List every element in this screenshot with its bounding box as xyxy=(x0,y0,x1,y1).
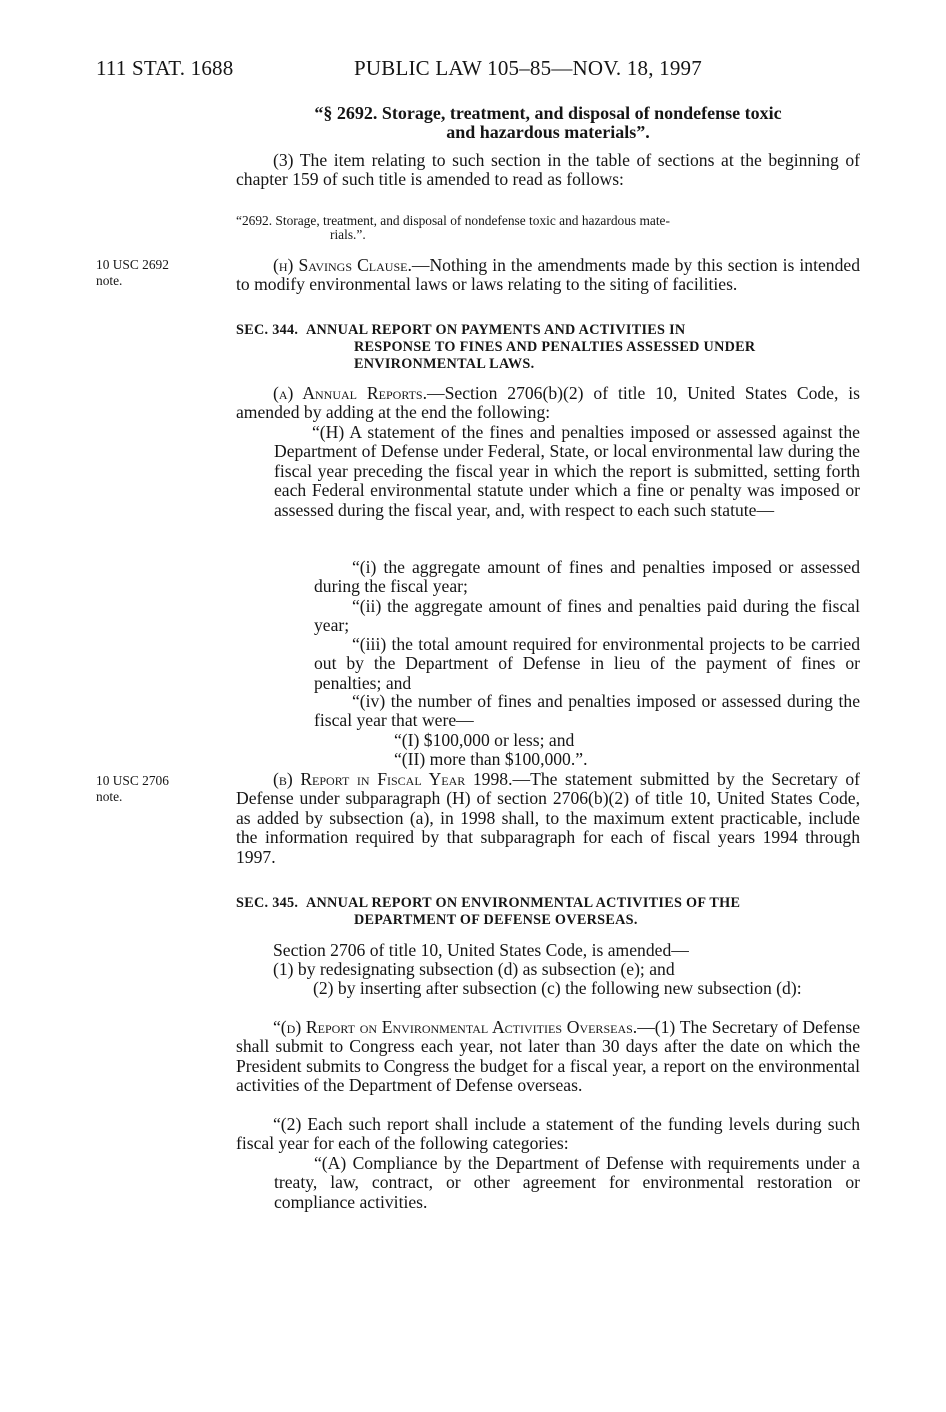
sec-344-subsection-b xyxy=(236,770,860,867)
margin-note-1-line2: note. xyxy=(96,273,123,288)
sec-345-heading xyxy=(236,895,860,929)
subsection-d-subparagraph-A: “(A) Compliance by the Department of Defense with requirements under a treaty, law, contract, or other agreement for environmental restoration or compliance activities. xyxy=(274,1153,860,1212)
subsection-d-label: “(d) Report on Environmental Activities Overseas. xyxy=(273,1017,638,1037)
sec-345-paragraph-2: (2) by inserting after subsection (c) the following new subsection (d): xyxy=(313,978,802,998)
savings-clause xyxy=(236,256,860,295)
section-2692-heading xyxy=(236,104,860,142)
sec-345-title-line2: DEPARTMENT OF DEFENSE OVERSEAS. xyxy=(354,912,638,928)
savings-clause-label: (h) Savings Clause. xyxy=(273,255,412,275)
subclause-II: “(II) more than $100,000.”. xyxy=(394,749,588,769)
sec-344-title-line2: RESPONSE TO FINES AND PENALTIES ASSESSED UNDER xyxy=(354,339,756,355)
sec-345-title-line1: ANNUAL REPORT ON ENVIRONMENTAL ACTIVITIES OF THE xyxy=(305,895,741,911)
margin-note-usc-2706 xyxy=(96,773,206,805)
sec-345-intro: Section 2706 of title 10, United States Code, is amended— xyxy=(273,940,689,960)
subsection-a-label: (a) Annual Reports. xyxy=(273,383,428,403)
clause-iv: “(iv) the number of fines and penalties imposed or assessed during the fiscal year that were— xyxy=(314,691,860,731)
sec-345-number: SEC. 345. xyxy=(236,895,299,911)
sec-344-title-line3: ENVIRONMENTAL LAWS. xyxy=(354,356,535,372)
sec-344-heading xyxy=(236,322,860,373)
sec-344-title-line1: ANNUAL REPORT ON PAYMENTS AND ACTIVITIES IN xyxy=(305,322,686,338)
public-law-reference: PUBLIC LAW 105–85—NOV. 18, 1997 xyxy=(354,56,702,80)
clause-i: “(i) the aggregate amount of fines and penalties imposed or assessed during the fiscal year; xyxy=(314,557,860,597)
subsection-d-paragraph-2: “(2) Each such report shall include a statement of the funding levels during such fiscal year for each of the following categories: xyxy=(236,1114,860,1154)
sec-344-number: SEC. 344. xyxy=(236,322,299,338)
toc-item-line1: “2692. Storage, treatment, and disposal of nondefense toxic and hazardous mate- xyxy=(236,213,670,228)
subsection-b-text: —The statement submitted by the Secretary of Defense under subparagraph (H) of section 2706(b)(2) of title 10, United States Code, as added by subsection (a), in 1998 shall, to the maximum extent practicable, include the information required by that subparagraph for each of fiscal years 1994 through 1997. xyxy=(236,769,860,867)
page-header xyxy=(96,56,796,86)
clause-ii: “(ii) the aggregate amount of fines and penalties paid during the fiscal year; xyxy=(314,596,860,636)
subparagraph-H: “(H) A statement of the fines and penalties imposed or assessed against the Department of Defense under Federal, State, or local environmental law during the fiscal year preceding the fiscal year in which the report is submitted, setting forth each Federal environmental statute under which a fine or penalty was imposed or assessed during the fiscal year, and, with respect to each such statute— xyxy=(274,422,860,520)
clause-iii: “(iii) the total amount required for environmental projects to be carried out by the Department of Defense in lieu of the payment of fines or penalties; and xyxy=(314,634,860,693)
toc-item-line2: rials.”. xyxy=(330,227,366,242)
section-2692-heading-line1: “§ 2692. Storage, treatment, and disposal of nondefense toxic xyxy=(314,103,782,123)
sec-344-subsection-a xyxy=(236,384,860,423)
margin-note-2-line2: note. xyxy=(96,789,123,804)
margin-note-2-line1: 10 USC 2706 xyxy=(96,773,169,788)
subclause-I: “(I) $100,000 or less; and xyxy=(394,730,575,750)
statute-page-reference: 111 STAT. 1688 xyxy=(96,56,234,80)
margin-note-1-line1: 10 USC 2692 xyxy=(96,257,169,272)
subsection-d-text: —(1) The Secretary of Defense shall submit to Congress each year, not later than 30 days after the date on which the President submits to Congress the budget for a fiscal year, a report on the environmental activities of the Department of Defense overseas. xyxy=(236,1017,860,1096)
section-2692-heading-line2: and hazardous materials”. xyxy=(446,122,650,142)
subsection-a-text: —Section 2706(b)(2) of title 10, United States Code, is amended by adding at the end the following: xyxy=(236,383,861,423)
margin-note-usc-2692 xyxy=(96,257,206,289)
subsection-d xyxy=(236,1018,860,1096)
savings-clause-text: —Nothing in the amendments made by this section is intended to modify environmental laws or laws relating to the siting of facilities. xyxy=(236,255,860,295)
subsection-b-label: (b) Report in Fiscal Year 1998. xyxy=(273,769,513,789)
sec-345-paragraph-1: (1) by redesignating subsection (d) as subsection (e); and xyxy=(273,959,675,979)
table-of-sections-item xyxy=(236,214,860,242)
paragraph-3: (3) The item relating to such section in the table of sections at the beginning of chapter 159 of such title is amended to read as follows: xyxy=(236,150,860,190)
